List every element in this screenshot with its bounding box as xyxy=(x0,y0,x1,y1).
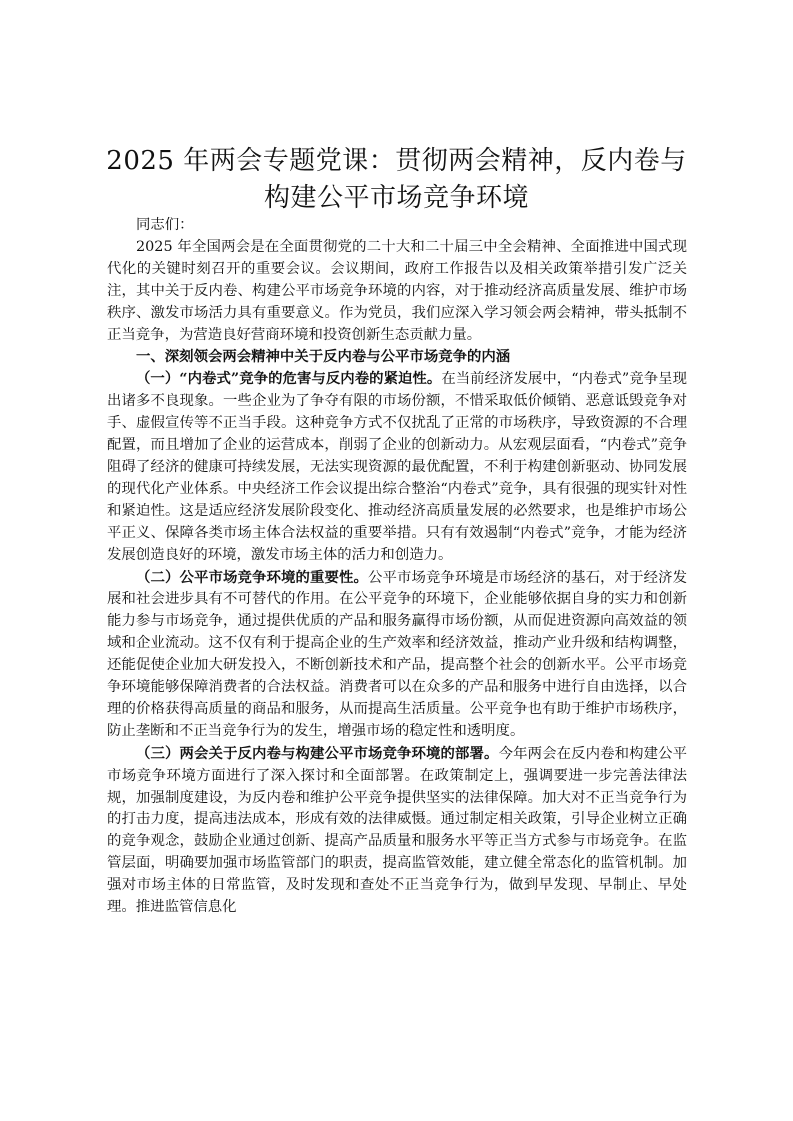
subsection-body-1: 在当前经济发展中，“内卷式”竞争呈现出诸多不良现象。一些企业为了争夺有限的市场份额，不惜采取低价倾销、恶意诋毁竞争对手、虚假宣传等不正当手段。这种竞争方式不仅扰乱了正常的市场秩序，导致资源的不合理配置，而且增加了企业的运营成本，削弱了企业的创新动力。从宏观层面看，“内卷式”竞争阻碍了经济的健康可持续发展，无法实现资源的最优配置，不利于构建创新驱动、协同发展的现代化产业体系。中央经济工作会议提出综合整治“内卷式”竞争，具有很强的现实针对性和紧迫性。这是适应经济发展阶段变化、推动经济高质量发展的必然要求，也是维护市场公平正义、保障各类市场主体合法权益的重要举措。只有有效遏制“内卷式”竞争，才能为经济发展创造良好的环境，激发市场主体的活力和创造力。 xyxy=(107,371,687,563)
subsection-paragraph-2 xyxy=(107,567,687,743)
document-body xyxy=(107,215,687,919)
subsection-heading-1: （一）“内卷式”竞争的危害与反内卷的紧迫性。 xyxy=(136,370,442,388)
document-title: 2025 年两会专题党课：贯彻两会精神，反内卷与构建公平市场竞争环境 xyxy=(106,146,687,213)
subsection-body-3: 今年两会在反内卷和构建公平市场竞争环境方面进行了深入探讨和全面部署。在政策制定上，强调要进一步完善法律法规，加强制度建设，为反内卷和维护公平竞争提供坚实的法律保障。加大对不正当竞争行为的打击力度，提高违法成本，形成有效的法律威慑。通过制定相关政策，引导企业树立正确的竞争观念，鼓励企业通过创新、提高产品质量和服务水平等正当方式参与市场竞争。在监管层面，明确要加强市场监管部门的职责，提高监管效能，建立健全常态化的监管机制。加强对市场主体的日常监管，及时发现和查处不正当竞争行为，做到早发现、早制止、早处理。推进监管信息化 xyxy=(107,745,687,916)
subsection-paragraph-1 xyxy=(107,368,687,566)
subsection-body-2: 公平市场竞争环境是市场经济的基石，对于经济发展和社会进步具有不可替代的作用。在公平竞争的环境下，企业能够依据自身的实力和创新能力参与市场竞争，通过提供优质的产品和服务赢得市场份额，从而促进资源向高效益的领域和企业流动。这不仅有利于提高企业的生产效率和经济效益，推动产业升级和结构调整，还能促使企业加大研发投入，不断创新技术和产品，提高整个社会的创新水平。公平市场竞争环境能够保障消费者的合法权益。消费者可以在众多的产品和服务中进行自由选择，以合理的价格获得高质量的商品和服务，从而提高生活质量。公平竞争也有助于维护市场秩序，防止垄断和不正当竞争行为的发生，增强市场的稳定性和透明度。 xyxy=(107,569,687,739)
subsection-heading-2: （二）公平市场竞争环境的重要性。 xyxy=(136,568,369,586)
subsection-paragraph-3 xyxy=(107,743,687,919)
section-heading: 一、深刻领会两会精神中关于反内卷与公平市场竞争的内涵 xyxy=(136,348,511,366)
subsection-heading-3: （三）两会关于反内卷与构建公平市场竞争环境的部署。 xyxy=(136,744,499,762)
intro-paragraph: 2025 年全国两会是在全面贯彻党的二十大和二十届三中全会精神、全面推进中国式现代化的关键时刻召开的重要会议。会议期间，政府工作报告以及相关政策举措引发广泛关注，其中关于反内卷、构建公平市场竞争环境的内容，对于推动经济高质量发展、维护市场秩序、激发市场活力具有重要意义。作为党员，我们应深入学习领会两会精神，带头抵制不正当竞争，为营造良好营商环境和投资创新生态贡献力量。 xyxy=(107,238,687,343)
salutation: 同志们： xyxy=(136,217,194,233)
